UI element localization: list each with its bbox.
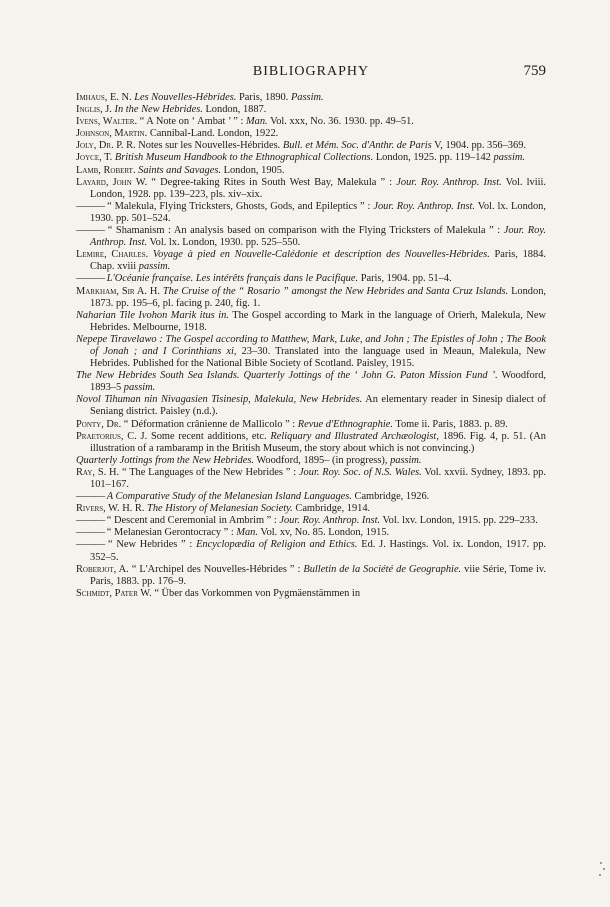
- bibliography-entry: Schmidt, Pater W. “ Über das Vorkommen von Pygmäenstämmen in: [76, 587, 361, 599]
- bibliography-entry: ——— A Comparative Study of the Melanesian Island Languages. Cambridge, 1926.: [76, 491, 430, 503]
- page-header: [76, 64, 546, 84]
- bibliography-entry: Layard, John W. “ Degree-taking Rites in South West Bay, Malekula ” : Jour. Roy. Anthrop. Inst. Vol. lviii. London, 1928. pp. 139–223, pls. xiv–xix.: [76, 176, 546, 200]
- bibliography-entry: Ivens, Walter. “ A Note on ‘ Ambat ’ ” : Man. Vol. xxx, No. 36. 1930. pp. 49–51.: [76, 116, 414, 128]
- bibliography-entry: Markham, Sir A. H. The Cruise of the “ Rosario ” amongst the New Hebrides and Santa Cruz Islands. London, 1873. pp. 195–6, pl. facing p. 240, fig. 1.: [76, 285, 546, 309]
- page-number: 759: [523, 63, 546, 79]
- bibliography-entry: Naharian Tile Ivohon Marik itus in. The Gospel according to Mark in the language of Orierh, Malekula, New Hebrides. Melbourne, 1918.: [76, 309, 547, 333]
- bibliography-entry: Roberjot, A. “ L'Archipel des Nouvelles-Hébrides ” : Bulletin de la Société de Geographie. viie Série, Tome iv. Paris, 1883. pp. 176–9.: [76, 563, 546, 587]
- bibliography-entry: ——— L'Océanie française. Les intérêts français dans le Pacifique. Paris, 1904. pp. 51–4.: [76, 273, 452, 285]
- bibliography-entry: The New Hebrides South Sea Islands. Quarterly Jottings of the ‘ John G. Paton Mission Fund ’. Woodford, 1893–5 passim.: [76, 370, 546, 394]
- bibliography-entry: Imhaus, E. N. Les Nouvelles-Hébrides. Paris, 1890. Passim.: [76, 92, 324, 103]
- bibliography-entry: Ponty, Dr. “ Déformation crânienne de Mallicolo ” : Revue d'Ethnographie. Tome ii. Paris, 1883. p. 89.: [76, 418, 508, 430]
- bibliography-entry: Joyce, T. British Museum Handbook to the Ethnographical Collections. London, 1925. pp. 119–142 passim.: [76, 152, 525, 164]
- bibliography-entry: Lemire, Charles. Voyage à pied en Nouvelle-Calédonie et description des Nouvelles-Hébrides. Paris, 1884. Chap. xviii passim.: [76, 249, 546, 273]
- bibliography-entry: Ray, S. H. “ The Languages of the New Hebrides ” : Jour. Roy. Soc. of N.S. Wales. Vol. xxvii. Sydney, 1893. pp. 101–167.: [76, 466, 546, 490]
- bibliography-entry: ——— “ Descent and Ceremonial in Ambrim ” : Jour. Roy. Anthrop. Inst. Vol. lxv. London, 1915. pp. 229–233.: [76, 515, 538, 527]
- bibliography-entry: Praetorius, C. J. Some recent additions, etc. Reliquary and Illustrated Archæologist, 1896. Fig. 4, p. 51. (An illustration of a rambaramp in the British Museum, the story about which is not convincing.): [76, 430, 546, 454]
- bibliography-entry: Inglis, J. In the New Hebrides. London, 1887.: [76, 104, 267, 116]
- scan-margin-marks: [598, 862, 608, 882]
- bibliography-entry: Quarterly Jottings from the New Hebrides. Woodford, 1895– (in progress), passim.: [76, 454, 422, 466]
- bibliography-entry: ——— “ Shamanism : An analysis based on comparison with the Flying Tricksters of Malekula ” : Jour. Roy. Anthrop. Inst. Vol. lx. London, 1930. pp. 525–550.: [76, 225, 546, 249]
- bibliography-entry: Nepepe Tiravelawo : The Gospel according to Matthew, Mark, Luke, and John ; The Epistles of John ; The Book of Jonah ; and I Corinthians xi, 23–30. Translated into the language used in Meaun, Malekula, New Hebrides. Published for the National Bible Society of Scotland. Paisley, 1915.: [76, 333, 546, 370]
- bibliography-entry: ——— “ New Hebrides ” : Encyclopædia of Religion and Ethics. Ed. J. Hastings. Vol. ix. London, 1917. pp. 352–5.: [76, 539, 546, 563]
- bibliography-list: [76, 92, 546, 600]
- running-title: BIBLIOGRAPHY: [252, 64, 370, 79]
- bibliography-entry: ——— “ Malekula, Flying Tricksters, Ghosts, Gods, and Epileptics ” : Jour. Roy. Anthrop. Inst. Vol. lx. London, 1930. pp. 501–524.: [76, 200, 546, 224]
- bibliography-entry: ——— “ Melanesian Gerontocracy ” : Man. Vol. xv, No. 85. London, 1915.: [76, 527, 390, 539]
- bibliography-entry: Lamb, Robert. Saints and Savages. London, 1905.: [76, 164, 285, 176]
- bibliography-entry: Joly, Dr. P. R. Notes sur les Nouvelles-Hébrides. Bull. et Mém. Soc. d'Anthr. de Paris V, 1904. pp. 356–369.: [76, 140, 526, 152]
- bibliography-entry: Johnson, Martin. Cannibal-Land. London, 1922.: [76, 128, 279, 140]
- bibliography-entry: Rivers, W. H. R. The History of Melanesian Society. Cambridge, 1914.: [76, 503, 371, 515]
- bibliography-entry: Novol Tihuman nin Nivagasien Tisinesip, Malekula, New Hebrides. An elementary reader in Sinesip dialect of Seniang district. Paisley (n.d.).: [76, 394, 547, 418]
